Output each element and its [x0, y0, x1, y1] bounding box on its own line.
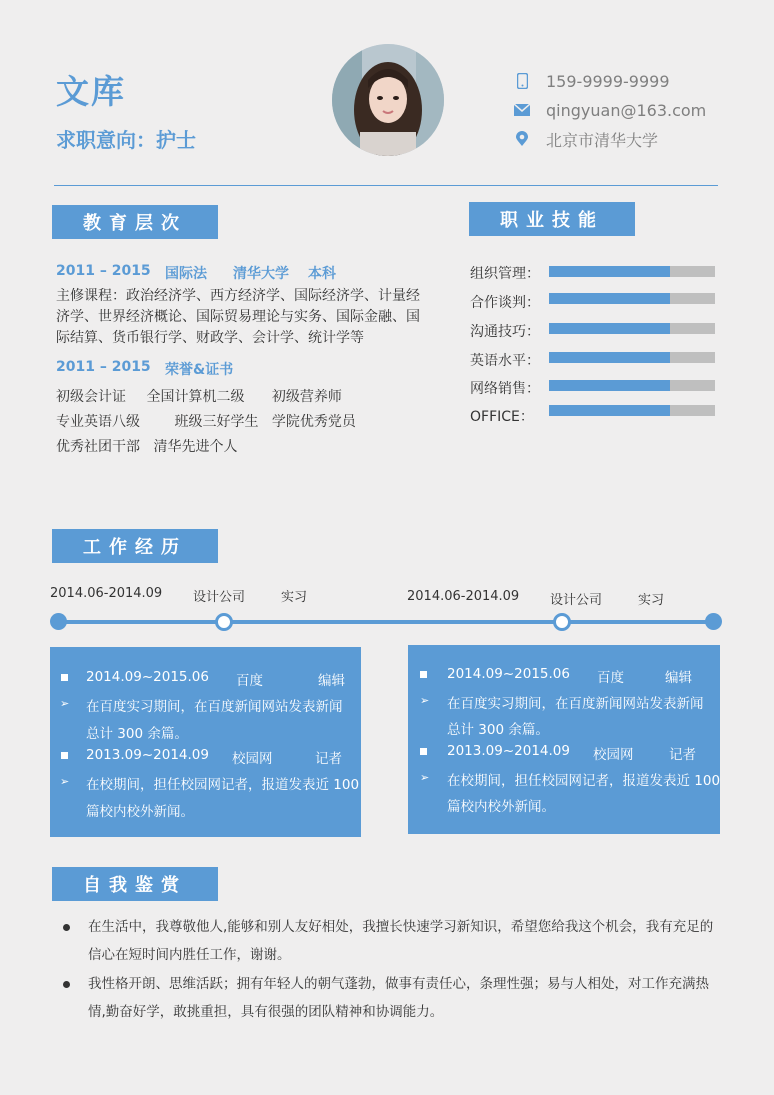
education-major: 国际法	[165, 266, 207, 282]
section-title-work: 工作经历	[52, 529, 218, 563]
courses-line: 际结算、货币银行学、财政学、会计学、统计学等	[56, 330, 364, 346]
education-degree: 本科	[308, 266, 336, 282]
self-eval-item	[88, 913, 720, 969]
job-period: 2014.09~2015.06	[86, 669, 209, 685]
header-divider	[54, 185, 718, 186]
contact-location	[514, 128, 658, 150]
cert-item: 初级营养师	[271, 389, 342, 405]
skill-bar	[549, 380, 715, 391]
job-objective: 求职意向：护士	[56, 128, 196, 152]
honors-years: 2011 – 2015	[56, 359, 151, 375]
skill-bar-fill	[549, 266, 670, 277]
self-eval-line: 在生活中，我尊敬他人,能够和别人友好相处，我擅长快速学习新知识，希望您给我这个机会，我有充足的	[88, 919, 714, 935]
arrow-bullet-icon: ➢	[60, 775, 70, 788]
skill-bar	[549, 352, 715, 363]
skill-label: 网络销售：	[470, 381, 540, 397]
skill-bar	[549, 293, 715, 304]
job-role: 编辑	[665, 670, 692, 686]
self-eval-line: 情,勤奋好学，敢挑重担，具有很强的团队精神和协调能力。	[88, 1004, 444, 1020]
job-company: 校园网	[593, 747, 634, 763]
candidate-name: 文库	[56, 72, 126, 111]
timeline-period: 2014.06-2014.09	[50, 586, 163, 601]
cert-item: 初级会计证	[56, 389, 126, 405]
job-period: 2014.09~2015.06	[447, 666, 570, 682]
cert-item: 清华先进个人	[153, 439, 238, 455]
skill-label: 英语水平：	[470, 353, 540, 369]
job-desc: 总计 300 余篇。	[447, 722, 549, 738]
email-address: qingyuan@163.com	[546, 100, 707, 120]
bullet-dot-icon	[63, 924, 70, 931]
cert-item: 优秀社团干部	[56, 439, 140, 455]
cert-item: 学院优秀党员	[271, 414, 356, 430]
timeline-node	[215, 613, 233, 631]
self-eval-line: 我性格开朗、思维活跃；拥有年轻人的朝气蓬勃，做事有责任心，条理性强；易与人相处，对工作充满热	[88, 976, 709, 992]
timeline-role: 实习	[638, 593, 665, 608]
skill-bar	[549, 266, 715, 277]
contact-phone	[514, 70, 670, 92]
job-role: 记者	[315, 751, 342, 767]
bullet-dot-icon	[63, 981, 70, 988]
honors-label: 荣誉&证书	[165, 362, 234, 378]
self-eval-line: 信心在短时间内胜任工作，谢谢。	[88, 947, 291, 963]
cert-row	[56, 411, 356, 431]
timeline-company: 设计公司	[550, 593, 603, 608]
job-desc: 篇校内校外新闻。	[86, 804, 194, 820]
arrow-bullet-icon: ➢	[420, 694, 430, 707]
job-desc: 在校期间，担任校园网记者，报道发表近 100	[86, 777, 360, 793]
cert-item: 专业英语八级	[56, 414, 140, 430]
timeline-line	[58, 620, 714, 624]
phone-icon	[514, 73, 530, 89]
cert-row	[56, 436, 237, 456]
timeline-period: 2014.06-2014.09	[407, 589, 520, 604]
square-bullet-icon	[61, 674, 68, 681]
skill-bar-fill	[549, 405, 670, 416]
cert-row	[56, 386, 342, 406]
job-period: 2013.09~2014.09	[447, 743, 570, 759]
square-bullet-icon	[420, 671, 427, 678]
phone-number: 159-9999-9999	[546, 71, 670, 91]
skill-bar	[549, 405, 715, 416]
job-desc: 总计 300 余篇。	[86, 726, 188, 742]
skill-bar-fill	[549, 293, 670, 304]
skill-label: 沟通技巧：	[470, 324, 540, 340]
job-company: 百度	[236, 673, 263, 689]
avatar	[332, 44, 444, 156]
square-bullet-icon	[61, 752, 68, 759]
skill-label: 合作谈判：	[470, 295, 540, 311]
courses-line: 主修课程：政治经济学、西方经济学、国际经济学、计量经	[56, 288, 420, 304]
timeline-node	[705, 613, 722, 630]
skill-bar-fill	[549, 380, 670, 391]
timeline-company: 设计公司	[193, 590, 246, 605]
job-role: 记者	[669, 747, 696, 763]
skill-label: 组织管理：	[470, 266, 540, 282]
honors-header	[56, 359, 233, 379]
skill-label: OFFICE：	[470, 409, 534, 425]
work-box	[408, 645, 720, 834]
work-box	[50, 647, 361, 837]
arrow-bullet-icon: ➢	[420, 771, 430, 784]
mail-icon	[514, 102, 530, 118]
self-eval-item	[88, 970, 720, 1026]
timeline-role: 实习	[281, 590, 308, 605]
education-entry-header	[56, 263, 336, 283]
skill-bar	[549, 323, 715, 334]
cert-item: 全国计算机二级	[146, 389, 245, 405]
section-title-skills: 职业技能	[469, 202, 635, 236]
contact-email	[514, 99, 706, 121]
cert-item: 班级三好学生	[174, 414, 259, 430]
job-company: 校园网	[232, 751, 273, 767]
job-period: 2013.09~2014.09	[86, 747, 209, 763]
job-desc: 在百度实习期间，在百度新闻网站发表新闻	[447, 696, 704, 712]
location-text: 北京市清华大学	[546, 130, 659, 150]
section-title-self-eval: 自我鉴赏	[52, 867, 218, 901]
timeline-node	[50, 613, 67, 630]
arrow-bullet-icon: ➢	[60, 697, 70, 710]
job-desc: 篇校内校外新闻。	[447, 799, 555, 815]
education-years: 2011 – 2015	[56, 263, 151, 279]
job-company: 百度	[597, 670, 624, 686]
square-bullet-icon	[420, 748, 427, 755]
skill-bar-fill	[549, 352, 670, 363]
timeline-node	[553, 613, 571, 631]
skill-bar-fill	[549, 323, 670, 334]
courses-text	[56, 286, 420, 349]
education-school: 清华大学	[233, 266, 289, 282]
job-role: 编辑	[318, 673, 345, 689]
courses-line: 济学、世界经济概论、国际贸易理论与实务、国际金融、国	[56, 309, 420, 325]
location-pin-icon	[514, 131, 530, 147]
job-desc: 在校期间，担任校园网记者，报道发表近 100	[447, 773, 721, 789]
job-desc: 在百度实习期间，在百度新闻网站发表新闻	[86, 699, 343, 715]
section-title-education: 教育层次	[52, 205, 218, 239]
